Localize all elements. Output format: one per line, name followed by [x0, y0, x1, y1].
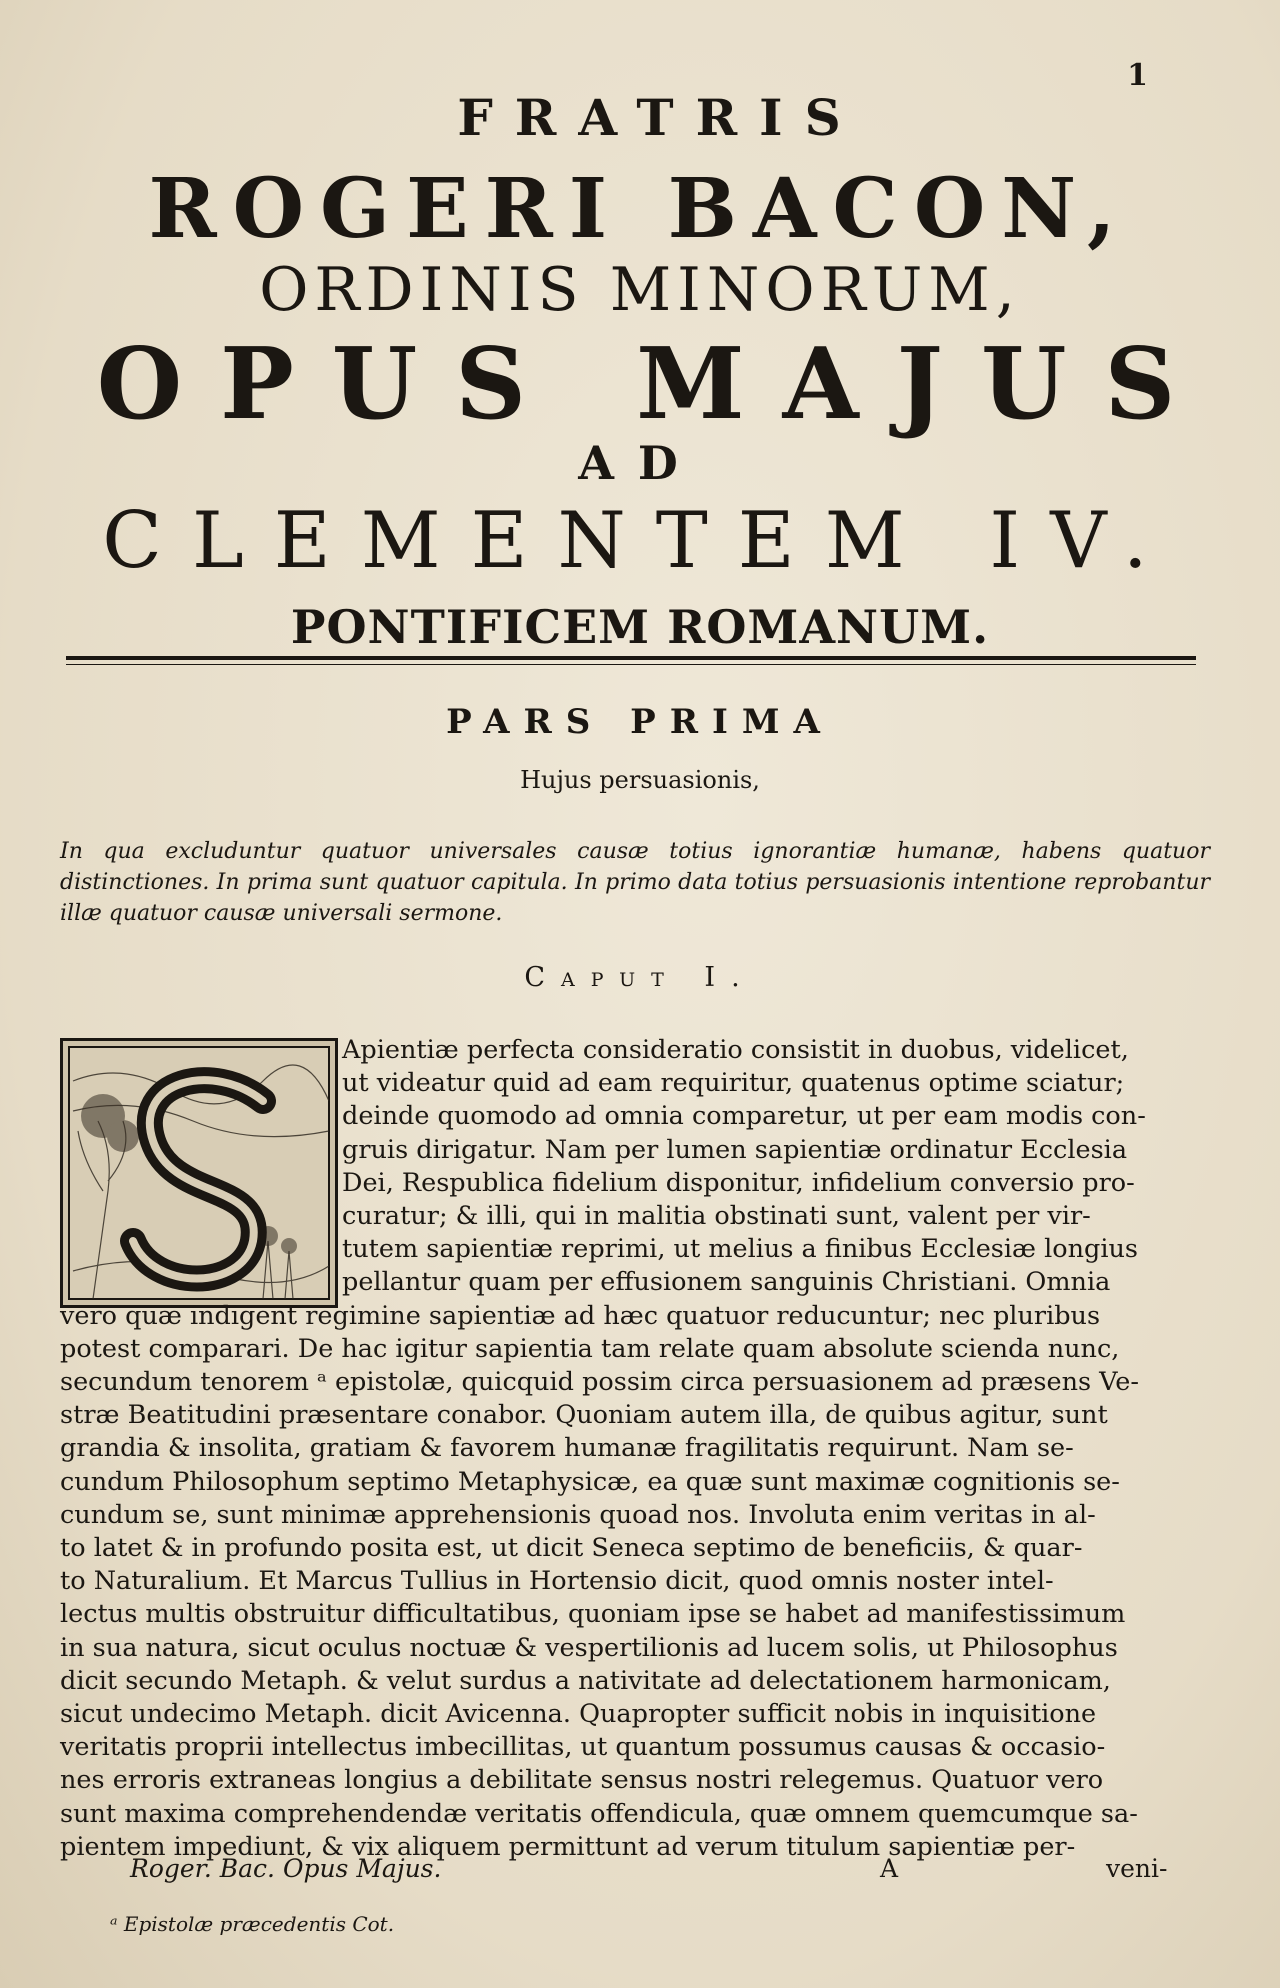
body-line: deinde quomodo ad omnia comparetur, ut per eam modis con-	[342, 1101, 1146, 1132]
body-line: lectus multis obstruitur difficultatibus, quoniam ipse se habet ad manifestissimum	[60, 1599, 1126, 1630]
body-line: sunt maxima comprehendendæ veritatis offendicula, quæ omnem quemcumque sa-	[60, 1798, 1138, 1829]
body-line: vero quæ indigent regimine sapientiæ ad hæc quatuor reducuntur; nec pluribus	[60, 1300, 1101, 1331]
body-line: ut videatur quid ad eam requiritur, quatenus optime sciatur;	[342, 1068, 1125, 1099]
body-line: to latet & in profundo posita est, ut dicit Seneca septimo de beneficiis, & quar-	[60, 1533, 1083, 1564]
title-line-fratris: FRATRIS	[457, 88, 863, 147]
body-line: secundum tenorem ᵃ epistolæ, quicquid possim circa persuasionem ad præsens Ve-	[60, 1367, 1139, 1398]
body-line: pellantur quam per effusionem sanguinis Christiani. Omnia	[342, 1267, 1111, 1298]
running-title: Roger. Bac. Opus Majus.	[130, 1854, 442, 1883]
title-line-opus-majus: OPUS MAJUS	[96, 327, 1214, 442]
body-line: to Naturalium. Et Marcus Tullius in Hortensio dicit, quod omnis noster intel-	[60, 1566, 1054, 1597]
title-line-ad: AD	[578, 436, 702, 490]
footnote: ᵃ Epistolæ præcedentis Cot.	[110, 1912, 395, 1936]
body-line: veritatis proprii intellectus imbecillitas, ut quantum possumus causas & occasio-	[60, 1732, 1106, 1763]
page-number: 1	[1127, 58, 1148, 93]
body-line: gruis dirigatur. Nam per lumen sapientiæ ordinatur Ecclesia	[342, 1134, 1128, 1165]
part-subtitle: Hujus persuasionis,	[520, 766, 760, 794]
title-line-pontificem: PONTIFICEM ROMANUM.	[290, 600, 990, 654]
title-block	[0, 88, 1280, 654]
title-line-clementem: CLEMENTEM IV.	[102, 496, 1178, 586]
signature-mark: A	[880, 1854, 899, 1883]
title-rule-thin	[66, 664, 1196, 665]
body-line: tutem sapientiæ reprimi, ut melius a finibus Ecclesiæ longius	[342, 1234, 1139, 1265]
body-line: dicit secundo Metaph. & velut surdus a nativitate ad delectationem harmonicam,	[60, 1665, 1111, 1696]
catchword: veni-	[1106, 1854, 1168, 1883]
title-line-ordinis-minorum: ORDINIS MINORUM,	[259, 255, 1021, 325]
body-line: cundum se, sunt minimæ apprehensionis quoad nos. Involuta enim veritas in al-	[60, 1499, 1096, 1530]
part-heading: PARS PRIMA	[446, 702, 834, 742]
title-rule	[66, 656, 1196, 660]
body-line: pientem impediunt, & vix aliquem permittunt ad verum titulum sapientiæ per-	[60, 1831, 1076, 1862]
body-line: sicut undecimo Metaph. dicit Avicenna. Quapropter sufficit nobis in inquisitione	[60, 1699, 1097, 1730]
chapter-body	[60, 1034, 1210, 1864]
body-line: cundum Philosophum septimo Metaphysicæ, ea quæ sunt maximæ cognitionis se-	[60, 1466, 1120, 1497]
title-line-rogeri-bacon: ROGERI BACON,	[148, 161, 1132, 257]
body-line: grandia & insolita, gratiam & favorem humanæ fragilitatis requirunt. Nam se-	[60, 1433, 1074, 1464]
body-line: Apientiæ perfecta consideratio consistit in duobus, videlicet,	[342, 1035, 1129, 1065]
chapter-heading: Caput I.	[524, 962, 756, 993]
body-line: potest comparari. De hac igitur sapientia tam relate quam absolute scienda nunc,	[60, 1333, 1120, 1364]
body-line: nes erroris extraneas longius a debilitate sensus nostri relegemus. Quatuor vero	[60, 1765, 1104, 1796]
body-line: curatur; & illi, qui in malitia obstinati sunt, valent per vir-	[342, 1201, 1091, 1232]
body-line: Dei, Respublica fidelium disponitur, infidelium conversio pro-	[342, 1167, 1135, 1198]
body-line: in sua natura, sicut oculus noctuæ & vespertilionis ad lucem solis, ut Philosophus	[60, 1632, 1118, 1663]
body-line: stræ Beatitudini præsentare conabor. Quoniam autem illa, de quibus agitur, sunt	[60, 1400, 1108, 1431]
part-summary: In qua excluduntur quatuor universales causæ totius ignorantiæ humanæ, habens quatuor distinctiones. In prima sunt quatuor capitula. In primo data totius persuasionis intentione reprobantur illæ quatuor causæ universali sermone.	[60, 839, 1210, 926]
